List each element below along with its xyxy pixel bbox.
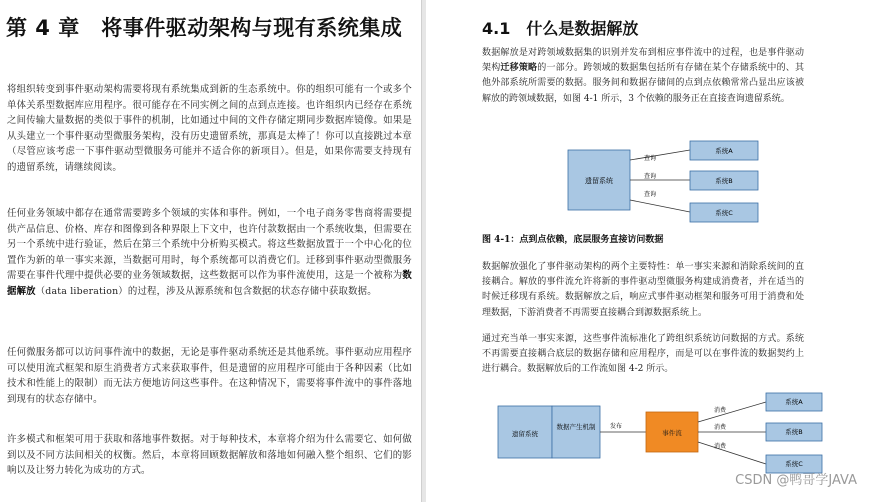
event-stream-label: 事件流 — [662, 429, 682, 437]
left-page — [0, 0, 420, 502]
legacy-system-label: 遗留系统 — [585, 177, 613, 185]
consume-label: 消费 — [714, 424, 727, 431]
system-b-label: 系统B — [785, 428, 803, 436]
query-label: 查询 — [644, 191, 657, 198]
figure-4-2 — [496, 392, 826, 476]
right-page — [426, 0, 869, 502]
system-a-label: 系统A — [715, 147, 733, 155]
legacy-system-label: 遗留系统 — [512, 430, 538, 438]
section-title: 4.1 什么是数据解放 — [482, 19, 639, 38]
consume-arrow — [698, 402, 766, 422]
query-arrow — [630, 200, 690, 212]
chapter-title: 第 4 章 将事件驱动架构与现有系统集成 — [6, 16, 403, 40]
paragraph: 任何业务领域中都存在通常需要跨多个领域的实体和事件。例如，一个电子商务零售商将需要提供产品信息、价格、库存和图像到各种界限上下文中，也许付款数据由一个系统收集，但需要在另一个系统中进行验证，然后在第三个系统中分析购买模式。将这些数据放置于一个中心化的位置作为新的单一事实来源，当数据可用时，每个系统都可以消费它们。迁移到事件驱动型微服务需要在事件代理中提供必要的业务领域数据，这些数据可以作为事件流使用，这是一个被称为数据解放（data liberation）的过程，涉及从源系统和包含数据的状态存储中获取数据。 — [7, 208, 412, 297]
query-label: 查询 — [644, 173, 657, 180]
data-producer-label: 数据产生机制 — [556, 423, 596, 431]
paragraph: 通过充当单一事实来源，这些事件流标准化了跨组织系统访问数据的方式。系统不再需要直接耦合底层的数据存储和应用程序，而是可以在事件流的数据契约上进行耦合。数据解放后的工作流如图 4-2 所示。 — [482, 334, 804, 375]
paragraph: 数据解放强化了事件驱动架构的两个主要特性：单一事实来源和消除系统间的直接耦合。解放的事件流允许将新的事件驱动型微服务构建成消费者，并在适当的时候迁移现有系统。数据解放之后，响应式事件驱动框架和服务可用于消费和处理数据，下游消费者不再需要直接耦合到源数据系统上。 — [482, 262, 804, 318]
query-label: 查询 — [644, 155, 657, 162]
consume-arrow — [698, 442, 766, 464]
system-a-label: 系统A — [785, 398, 803, 406]
system-c-label: 系统C — [785, 460, 803, 468]
consume-label: 消费 — [714, 443, 727, 450]
paragraph: 数据解放是对跨领域数据集的识别并发布到相应事件流中的过程，也是事件驱动架构迁移策略的一部分。跨领域的数据集包括所有存储在某个存储系统中的、其他外部系统所需要的数据。服务间和数据存储间的点到点依赖常常凸显出应该被解放的跨领域数据，如图 4-1 所示，3 个依赖的服务正在直接查询遗留系统。 — [482, 48, 804, 104]
consume-label: 消费 — [714, 407, 727, 414]
watermark: CSDN @鸭哥学JAVA — [735, 473, 857, 488]
paragraph: 将组织转变到事件驱动架构需要将现有系统集成到新的生态系统中。你的组织可能有一个或多个单体关系型数据库应用程序。很可能存在不同实例之间的点到点连接。也许组织内已经存在系统之间传输大量数据的类似于事件的机制，比如通过中间的文件存储定期同步数据库镜像。如果是从头建立一个事件驱动型微服务架构，没有历史遗留系统，那真是太棒了！你可以直接跳过本章（尽管应该考虑一下事件驱动型微服务可能并不适合你的新项目）。但是，如果你需要支持现有的遗留系统，请继续阅读。 — [7, 84, 412, 173]
system-b-label: 系统B — [715, 177, 733, 185]
data-producer-box — [552, 406, 600, 458]
system-c-label: 系统C — [715, 209, 733, 217]
figure-caption: 图 4-1：点到点依赖，底层服务直接访问数据 — [482, 235, 664, 245]
figure-4-1 — [566, 138, 766, 230]
paragraph: 许多模式和框架可用于获取和落地事件数据。对于每种技术，本章将介绍为什么需要它、如何做到以及不同方法间相关的权衡。然后，本章将回顾数据解放和落地如何融入整个组织、它们的影响以及让努力转化为成功的方式。 — [7, 434, 412, 477]
publish-label: 发布 — [610, 423, 623, 430]
query-arrow — [630, 150, 690, 160]
paragraph: 任何微服务都可以访问事件流中的数据，无论是事件驱动系统还是其他系统。事件驱动应用程序可以使用流式框架和原生消费者方式来获取事件，但是遗留的应用程序可能由于各种因素（比如技术和性能上的限制）而无法方便地访问这些事件。在这种情况下，需要将事件流中的事件落地到现有的状态存储中。 — [7, 347, 412, 405]
